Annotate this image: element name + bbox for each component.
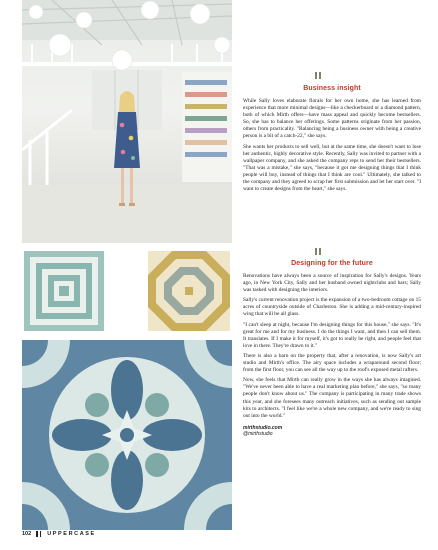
section-body-business-insight bbox=[243, 98, 421, 193]
paragraph: "I can't sleep at night, because I'm designing things for this house," she says. "It's great for me and for my business. I do the things I want, and then I can sell them. It translates. If I make it for myself, it's got to really be right, and people feel that love in there. They're drawn to it." bbox=[243, 321, 421, 349]
studio-interior-illustration bbox=[22, 0, 232, 243]
paragraph: Now, she feels that Mirth can really grow in the ways she has always imagined. "We've never been able to have a real marketing plan before," she says, "so many people don't know about us." The company is participating in many trade shows this year, and she foresees many outreach initiatives, such as sending out sample kits to architects. "I feel like we're a whole new company, and we're ready to sing out into the world." bbox=[243, 377, 421, 419]
octagon-tile bbox=[148, 251, 230, 331]
paragraph: There is also a barn on the property that, after a renovation, is now Sally's art studio and Mirth's office. The airy space includes a wraparound second floor; from the first floor, you can see all the way up to the roof's exposed metal rafters. bbox=[243, 352, 421, 374]
bars-icon bbox=[36, 531, 42, 537]
section-divider-mark bbox=[314, 72, 322, 79]
section-heading-designing-future: Designing for the future bbox=[291, 260, 373, 267]
publication-name: UPPERCASE bbox=[47, 531, 96, 537]
paragraph: She wants her products to sell well, but at the same time, she doesn't want to lose her authentic, highly decorative style. Recently, Sally was invited to partner with a wallpaper company, and she asked the company reps to send her their bestsellers. "That was a mistake," she says, "because it got me designing things that I think people will buy, instead of things that I think are cool." Ultimately, she talked to the company and they agreed to scrap her first submission and let her start over. "I want to create designs from the heart," she says. bbox=[243, 143, 421, 193]
section-body-designing-future bbox=[243, 273, 421, 438]
flower-tile-illustration bbox=[22, 340, 232, 530]
website-credit[interactable]: mirthstudio.com bbox=[243, 424, 283, 431]
section-divider-mark bbox=[314, 248, 322, 255]
page-number: 102 bbox=[22, 531, 32, 537]
paragraph: While Sally loves elaborate florals for her own home, she has learned from experience that more minimal designs—like a checkerboard or a diamond pattern, both of which Mirth offers—have mass appeal and quickly become bestsellers. So, she has to balance her offerings. Some patterns originate from her passion, others from practicality. "Balancing being a business owner with being a creative person is a bit of a catch-22," she says. bbox=[243, 98, 421, 140]
tile-samples-row bbox=[22, 251, 232, 331]
tile-samples-illustration bbox=[22, 251, 232, 331]
flower-tile-image bbox=[22, 340, 232, 530]
credits bbox=[243, 425, 421, 438]
paragraph: Sally's current renovation project is the expansion of a two-bedroom cottage on 15 acres of countryside outside of Charleston. She is adding a mid-century-inspired wing that will be all glass. bbox=[243, 297, 421, 318]
section-heading-business-insight: Business insight bbox=[303, 85, 361, 92]
page-footer bbox=[22, 530, 96, 538]
concentric-squares-tile bbox=[24, 251, 104, 331]
interior-photo bbox=[22, 0, 232, 243]
social-handle[interactable]: @mirthstudio bbox=[243, 431, 273, 438]
paragraph: Renovations have always been a source of inspiration for Sally's designs. Years ago, in New York City, Sally and her husband owned nightclubs and bars; Sally was tasked with designing the interiors. bbox=[243, 273, 421, 294]
